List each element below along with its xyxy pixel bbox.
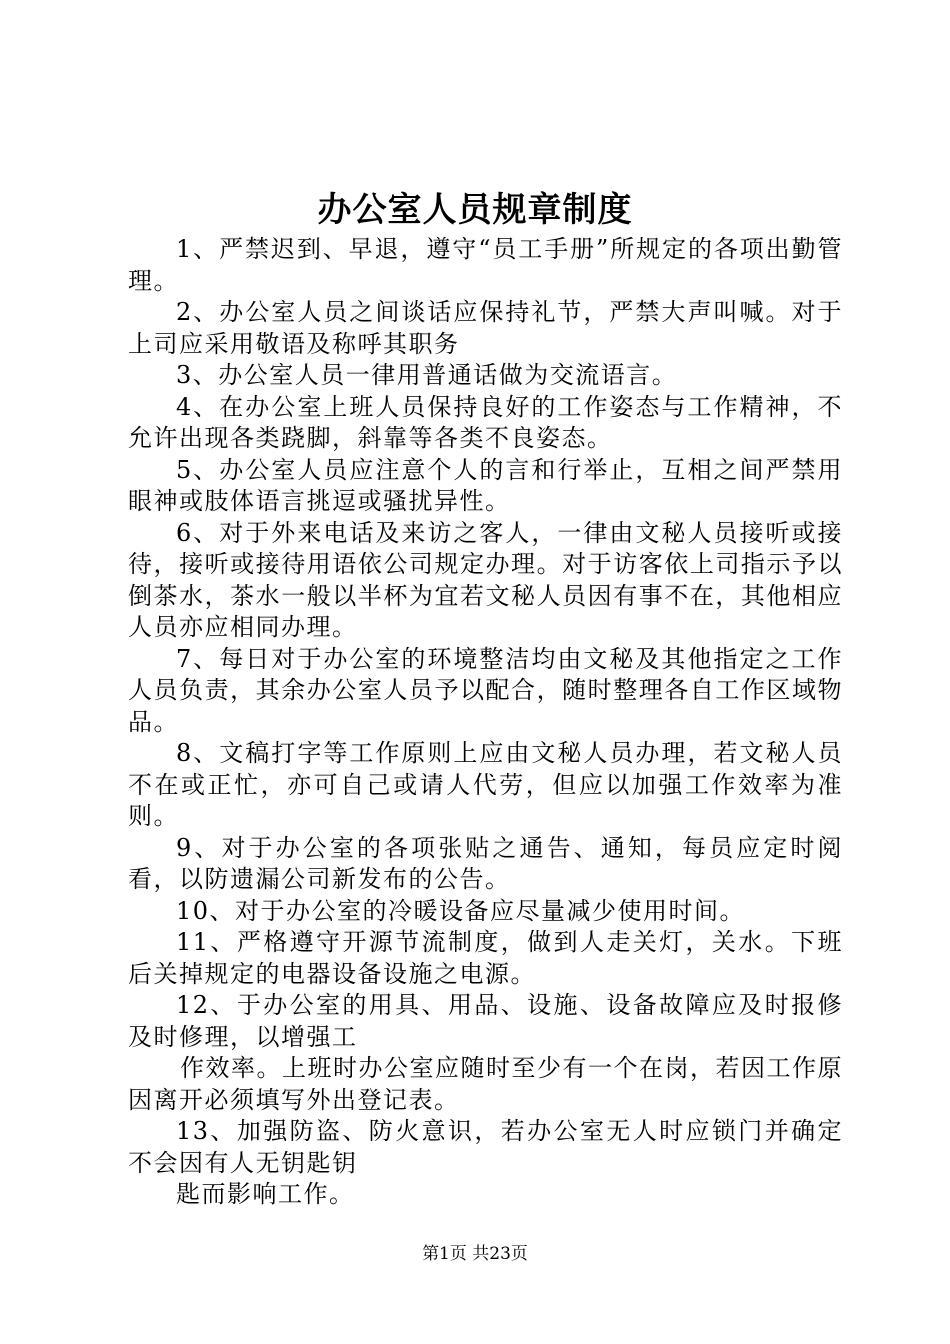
document-title: 办公室人员规章制度 xyxy=(317,190,633,230)
paragraph-12-continued: 作效率。上班时办公室应随时至少有一个在岗，若因工作原因离开必须填写外出登记表。 xyxy=(128,1054,843,1114)
paragraph-13: 13、加强防盗、防火意识，若办公室无人时应锁门并确定不会因有人无钥匙钥 xyxy=(128,1117,843,1177)
paragraph-11: 11、严格遵守开源节流制度，做到人走关灯，关水。下班后关掉规定的电器设备设施之电源。 xyxy=(128,928,843,988)
paragraph-1: 1、严禁迟到、早退，遵守“员工手册”所规定的各项出勤管理。 xyxy=(128,235,843,295)
paragraph-6: 6、对于外来电话及来访之客人，一律由文秘人员接听或接待，接听或接待用语依公司规定办理。对于访客依上司指示予以倒茶水，茶水一般以半杯为宜若文秘人员因有事不在，其他相应人员亦应相同办理。 xyxy=(128,518,843,641)
paragraph-13-continued: 匙而影响工作。 xyxy=(176,1180,355,1208)
page-number-footer: 第1页 共23页 xyxy=(422,1244,528,1264)
paragraph-10: 10、对于办公室的冷暖设备应尽量减少使用时间。 xyxy=(176,896,746,925)
paragraph-3: 3、办公室人员一律用普通话做为交流语言。 xyxy=(176,361,678,389)
paragraph-5: 5、办公室人员应注意个人的言和行举止，互相之间严禁用眼神或肢体语言挑逗或骚扰异性。 xyxy=(128,455,843,515)
paragraph-12: 12、于办公室的用具、用品、设施、设备故障应及时报修及时修理，以增强工 xyxy=(128,991,843,1051)
paragraph-9: 9、对于办公室的各项张贴之通告、通知，每员应定时阅看，以防遗漏公司新发布的公告。 xyxy=(128,833,843,893)
paragraph-7: 7、每日对于办公室的环境整洁均由文秘及其他指定之工作人员负责，其余办公室人员予以配合，随时整理各自工作区域物品。 xyxy=(128,644,843,736)
paragraph-4: 4、在办公室上班人员保持良好的工作姿态与工作精神，不允许出现各类跷脚，斜靠等各类不良姿态。 xyxy=(128,392,843,452)
paragraph-8: 8、文稿打字等工作原则上应由文秘人员办理，若文秘人员不在或正忙，亦可自己或请人代劳，但应以加强工作效率为准则。 xyxy=(128,739,843,830)
document-body xyxy=(128,234,843,1211)
paragraph-2: 2、办公室人员之间谈话应保持礼节，严禁大声叫喊。对于上司应采用敬语及称呼其职务 xyxy=(128,298,843,358)
